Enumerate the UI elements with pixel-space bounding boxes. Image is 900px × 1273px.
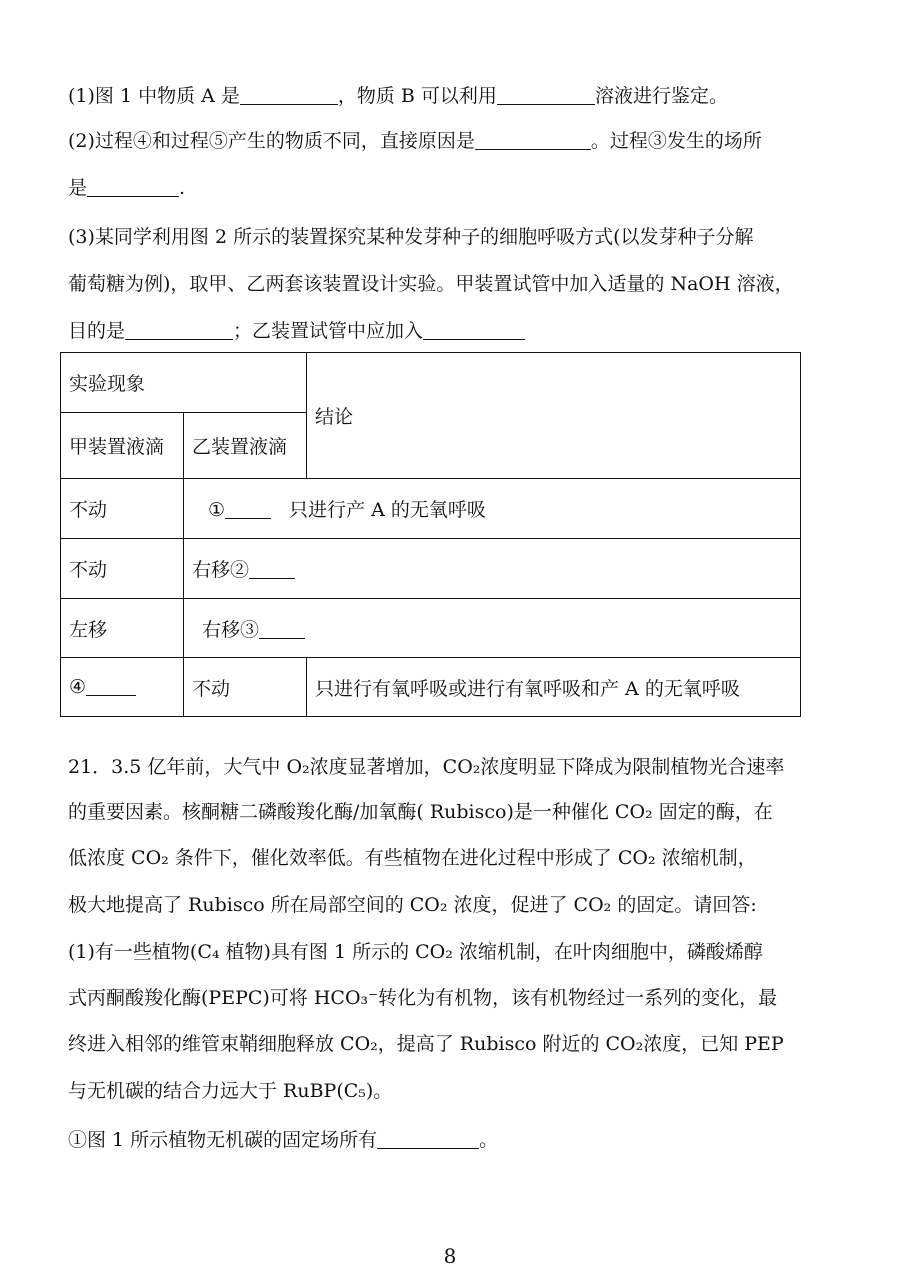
q20-part3-text: (3)某同学利用图 2 所示的装置探究某种发芽种子的细胞呼吸方式(以发芽种子分解 (68, 226, 754, 248)
q21-text: 21．3.5 亿年前，大气中 O₂浓度显著增加，CO₂浓度明显下降成为限制植物光合速率 (68, 756, 785, 778)
q21-text: 。 (479, 1129, 499, 1151)
q21-line (68, 800, 773, 824)
cell-yi-conclusion (184, 599, 801, 658)
header-conclusion: 结论 (307, 353, 801, 479)
q21-line (68, 893, 757, 917)
q20-part1-text-b: ，物质 B 可以利用 (337, 85, 497, 107)
experiment-table (60, 352, 801, 717)
header-phenomenon: 实验现象 (61, 353, 307, 413)
q21-line (68, 846, 757, 870)
q20-part2-text-d: . (179, 177, 186, 199)
answer-blank[interactable] (377, 1129, 479, 1149)
q20-part2 (68, 129, 762, 153)
cell-yi: ① (208, 499, 226, 521)
q20-part3-line2 (68, 272, 794, 296)
q20-part3-text: 目的是 (68, 320, 126, 342)
answer-blank[interactable] (225, 499, 271, 519)
q20-part1 (68, 84, 728, 108)
q21-line (68, 1032, 784, 1056)
cell-conclusion: 只进行有氧呼吸或进行有氧呼吸和产 A 的无氧呼吸 (307, 658, 801, 717)
answer-blank[interactable] (240, 85, 338, 105)
cell-conclusion: 只进行产 A 的无氧呼吸 (289, 499, 486, 521)
cell-yi-conclusion (184, 479, 801, 539)
q21-subquestion (68, 1128, 498, 1152)
q20-part2-cont (68, 176, 185, 200)
q20-part3-text: ；乙装置试管中应加入 (233, 320, 424, 342)
q21-text: 终进入相邻的维管束鞘细胞释放 CO₂，提高了 Rubisco 附近的 CO₂浓度，已知 PEP (68, 1033, 784, 1055)
cell-yi-conclusion (184, 539, 801, 599)
q20-part1-text-c: 溶液进行鉴定。 (594, 85, 728, 107)
cell-jia-label: ④ (69, 676, 87, 698)
q21-text: 与无机碳的结合力远大于 RuBP(C₅)。 (68, 1080, 393, 1102)
answer-blank[interactable] (475, 130, 591, 150)
q21-line (68, 1079, 392, 1103)
q20-part2-text-c: 是 (68, 177, 88, 199)
page-number: 8 (443, 1244, 457, 1268)
cell-jia (61, 658, 184, 717)
table-row (61, 539, 801, 599)
q21-text: 的重要因素。核酮糖二磷酸羧化酶/加氧酶( Rubisco)是一种催化 CO₂ 固定的酶，在 (68, 801, 773, 823)
answer-blank[interactable] (259, 619, 305, 639)
header-yi: 乙装置液滴 (184, 413, 307, 479)
q21-text: ①图 1 所示植物无机碳的固定场所有 (68, 1129, 378, 1151)
table-header-row (61, 353, 801, 413)
table-row (61, 479, 801, 539)
answer-blank[interactable] (87, 177, 179, 197)
answer-blank[interactable] (86, 676, 136, 696)
cell-jia: 左移 (61, 599, 184, 658)
q21-text: 低浓度 CO₂ 条件下，催化效率低。有些植物在进化过程中形成了 CO₂ 浓缩机制， (68, 847, 757, 869)
q21-line (68, 986, 777, 1010)
q21-text: 式丙酮酸羧化酶(PEPC)可将 HCO₃⁻转化为有机物，该有机物经过一系列的变化，最 (68, 987, 778, 1009)
cell-jia: 不动 (61, 539, 184, 599)
cell-yi: 右移② (192, 559, 250, 581)
q21-text: 极大地提高了 Rubisco 所在局部空间的 CO₂ 浓度，促进了 CO₂ 的固定。请回答: (68, 894, 757, 916)
cell-yi: 不动 (184, 658, 307, 717)
q20-part3-text: 葡萄糖为例)，取甲、乙两套该装置设计实验。甲装置试管中加入适量的 NaOH 溶液， (68, 273, 794, 295)
q20-part3-line3 (68, 319, 525, 343)
header-jia: 甲装置液滴 (61, 413, 184, 479)
q21-line (68, 755, 784, 779)
table-row (61, 658, 801, 717)
q20-part3-line1 (68, 225, 754, 249)
q20-part2-text-b: 。过程③发生的场所 (590, 130, 762, 152)
q20-part2-text-a: (2)过程④和过程⑤产生的物质不同，直接原因是 (68, 130, 475, 152)
answer-blank[interactable] (497, 85, 595, 105)
answer-blank[interactable] (249, 559, 295, 579)
answer-blank[interactable] (125, 320, 233, 340)
q20-part1-text-a: (1)图 1 中物质 A 是 (68, 85, 240, 107)
q21-line (68, 940, 763, 964)
answer-blank[interactable] (423, 320, 525, 340)
table-row (61, 599, 801, 658)
cell-yi: 右移③ (202, 618, 260, 641)
cell-jia: 不动 (61, 479, 184, 539)
q21-text: (1)有一些植物(C₄ 植物)具有图 1 所示的 CO₂ 浓缩机制，在叶肉细胞中，磷酸烯醇 (68, 941, 763, 963)
